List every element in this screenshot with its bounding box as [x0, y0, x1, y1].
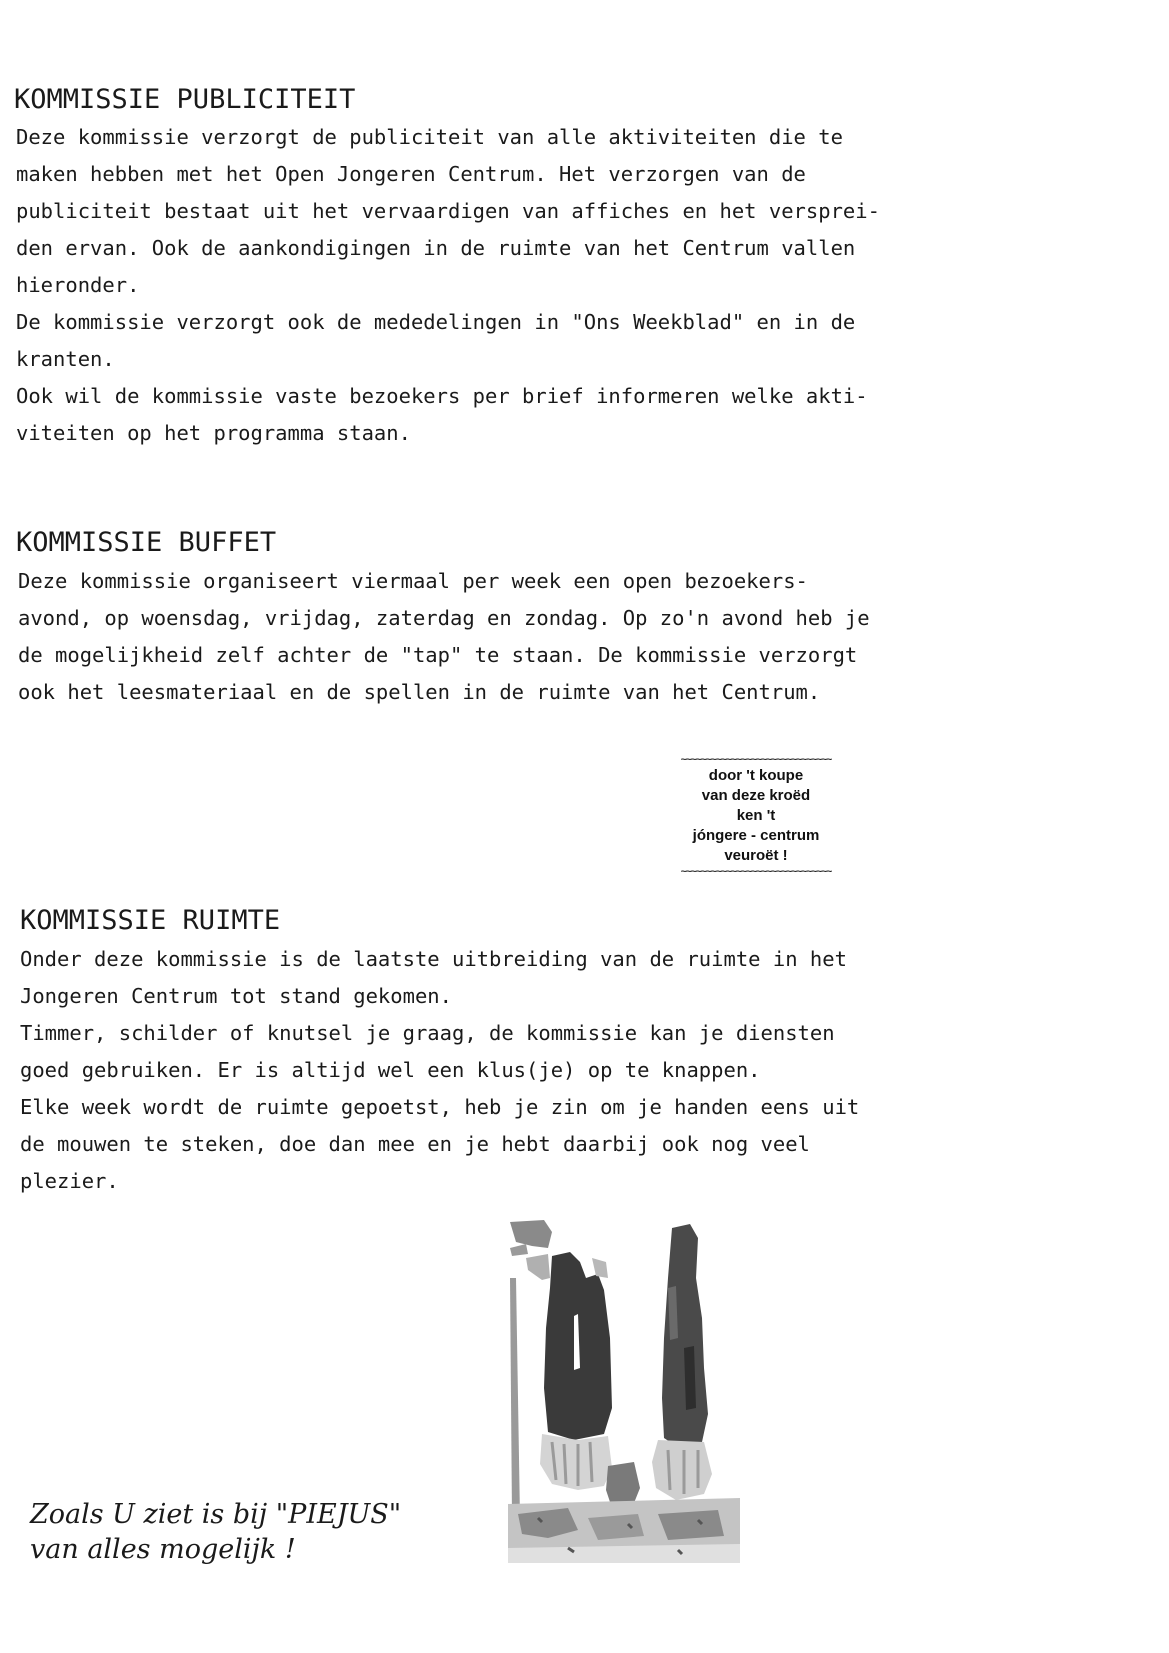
paragraph-line: ook het leesmateriaal en de spellen in de ruimte van het Centrum.: [18, 680, 821, 704]
dialect-line: veuroët !: [724, 847, 788, 864]
section-heading-buffet: KOMMISSIE BUFFET: [16, 527, 277, 558]
section-heading-ruimte: KOMMISSIE RUIMTE: [20, 905, 281, 936]
paragraph-line: Deze kommissie organiseert viermaal per week een open bezoekers-: [18, 569, 808, 593]
paragraph-line: Jongeren Centrum tot stand gekomen.: [20, 984, 452, 1008]
paragraph-line: Deze kommissie verzorgt de publiciteit van alle aktiviteiten die te: [16, 125, 843, 149]
dialect-quote-box: [671, 754, 841, 878]
handstand-photo: [508, 1218, 740, 1563]
dialect-line: door 't koupe: [708, 767, 804, 784]
paragraph-line: publiciteit bestaat uit het vervaardigen van affiches en het versprei-: [16, 199, 880, 223]
paragraph-line: de mogelijkheid zelf achter de "tap" te staan. De kommissie verzorgt: [18, 643, 858, 667]
paragraph-line: De kommissie verzorgt ook de mededelingen in "Ons Weekblad" en in de: [16, 310, 856, 334]
paragraph-line: plezier.: [20, 1169, 119, 1193]
paragraph-line: avond, op woensdag, vrijdag, zaterdag en zondag. Op zo'n avond heb je: [18, 606, 870, 630]
caption-line: van alles mogelijk !: [30, 1534, 296, 1565]
section-heading-publiciteit: KOMMISSIE PUBLICITEIT: [14, 84, 356, 115]
paragraph-line: den ervan. Ook de aankondigingen in de ruimte van het Centrum vallen: [16, 236, 856, 260]
paragraph-line: goed gebruiken. Er is altijd wel een klus(je) op te knappen.: [20, 1058, 761, 1082]
paragraph-line: de mouwen te steken, doe dan mee en je hebt daarbij ook nog veel: [20, 1132, 810, 1156]
paragraph-line: Elke week wordt de ruimte gepoetst, heb je zin om je handen eens uit: [20, 1095, 860, 1119]
dashed-divider-top: ~~~~~~~~~~~~~~~~~~~~~~~~~~~~~~: [680, 754, 832, 765]
paragraph-line: Ook wil de kommissie vaste bezoekers per brief informeren welke akti-: [16, 384, 868, 408]
paragraph-line: kranten.: [16, 347, 115, 371]
dashed-divider-bottom: ~~~~~~~~~~~~~~~~~~~~~~~~~~~~~~: [680, 866, 832, 877]
dialect-line: van deze kroëd: [701, 787, 811, 804]
paragraph-line: viteiten op het programma staan.: [16, 421, 411, 445]
paragraph-line: Timmer, schilder of knutsel je graag, de kommissie kan je diensten: [20, 1021, 835, 1045]
dialect-line: ken 't: [736, 807, 776, 824]
paragraph-line: Onder deze kommissie is de laatste uitbreiding van de ruimte in het: [20, 947, 847, 971]
paragraph-line: maken hebben met het Open Jongeren Centrum. Het verzorgen van de: [16, 162, 806, 186]
paragraph-line: hieronder.: [16, 273, 140, 297]
dialect-line: jóngere - centrum: [692, 827, 820, 844]
caption-line: Zoals U ziet is bij "PIEJUS": [30, 1499, 402, 1530]
